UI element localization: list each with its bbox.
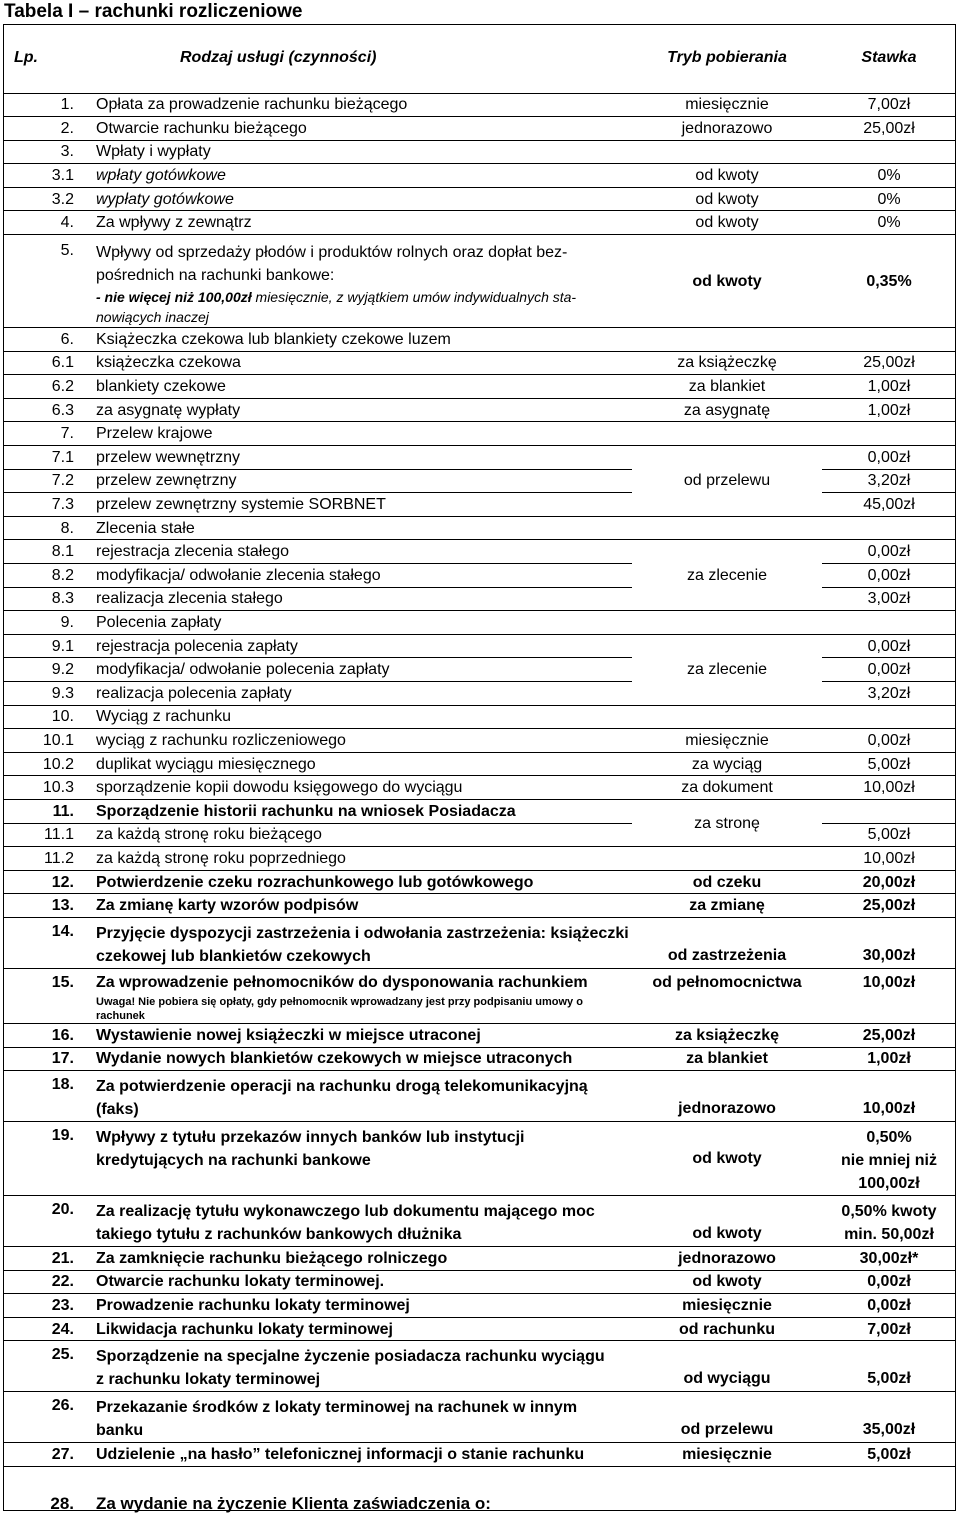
table-row: 7.2 przelew zewnętrzny 3,20zł (4, 469, 956, 493)
table-row: 9. Polecenia zapłaty (4, 611, 956, 635)
header-name: Rodzaj usługi (czynności) (180, 48, 377, 66)
table-row: 11.1 za każdą stronę roku bieżącego 5,00zł (4, 823, 956, 847)
header-lp: Lp. (14, 48, 38, 66)
table-row: 18. Za potwierdzenie operacji na rachunku drogą telekomunikacyjną (faks) jednorazowo 10,00zł (4, 1071, 956, 1122)
table-row: 10.1 wyciąg z rachunku rozliczeniowego miesięcznie 0,00zł (4, 729, 956, 753)
table-row: 6.1 książeczka czekowa za książeczkę 25,00zł (4, 351, 956, 375)
table-row: 11.2 za każdą stronę roku poprzedniego 10,00zł (4, 847, 956, 871)
table-row: 28. Za wydanie na życzenie Klienta zaświadczenia o: (50, 1493, 491, 1513)
header-stawka: Stawka (861, 48, 917, 66)
table-row: 12. Potwierdzenie czeku rozrachunkowego lub gotówkowego od czeku 20,00zł (4, 870, 956, 894)
table-row: 6. Książeczka czekowa lub blankiety czekowe luzem (4, 328, 956, 352)
table-row: 9.2 modyfikacja/ odwołanie polecenia zapłaty 0,00zł (4, 658, 956, 682)
table-row: 1. Opłata za prowadzenie rachunku bieżącego miesięcznie 7,00zł (4, 93, 956, 117)
table-row: 3.1 wpłaty gotówkowe od kwoty 0% (4, 164, 956, 188)
table-row: 8.3 realizacja zlecenia stałego 3,00zł (4, 587, 956, 611)
fees-table (4, 24, 956, 1515)
table-row: 15. Za wprowadzenie pełnomocników do dysponowania rachunkiem Uwaga! Nie pobiera się opłaty, gdy pełnomocnik wprowadzany jest przy podpisaniu umowy o rachunek od pełnomocnictwa 10,00zł (4, 968, 956, 1023)
table-row: 11. Sporządzenie historii rachunku na wniosek Posiadacza za stronę (4, 799, 956, 823)
table-row: 7. Przelew krajowe (4, 422, 956, 446)
table-row: 19. Wpływy z tytułu przekazów innych banków lub instytucji kredytujących na rachunki bankowe od kwoty 0,50% nie mniej niż 100,00zł (4, 1122, 956, 1196)
table-row: 26. Przekazanie środków z lokaty terminowej na rachunek w innym banku od przelewu 35,00zł (4, 1392, 956, 1443)
table-row: 10.2 duplikat wyciągu miesięcznego za wyciąg 5,00zł (4, 752, 956, 776)
table-row: 4. Za wpływy z zewnątrz od kwoty 0% (4, 211, 956, 235)
table-row: 14. Przyjęcie dyspozycji zastrzeżenia i odwołania zastrzeżenia: książeczki czekowej lub blankietów czekowych od zastrzeżenia 30,00zł (4, 917, 956, 968)
table-row: 9.1 rejestracja polecenia zapłaty za zlecenie 0,00zł (4, 634, 956, 658)
table-row: 5. Wpływy od sprzedaży płodów i produktów rolnych oraz dopłat bez- pośrednich na rachunki bankowe: - nie więcej niż 100,00zł miesięcznie, z wyjątkiem umów indywidualnych sta- nowiących inaczej od kwoty 0,35% (4, 235, 956, 328)
table-row: 25. Sporządzenie na specjalne życzenie posiadacza rachunku wyciągu z rachunku lokaty terminowej od wyciągu 5,00zł (4, 1341, 956, 1392)
table-row: 10.3 sporządzenie kopii dowodu księgowego do wyciągu za dokument 10,00zł (4, 776, 956, 800)
table-row: 3. Wpłaty i wypłaty (4, 140, 956, 164)
table-row: 8. Zlecenia stałe (4, 516, 956, 540)
table-row: 20. Za realizację tytułu wykonawczego lub dokumentu mającego moc takiego tytułu z rachunków bankowych dłużnika od kwoty 0,50% kwoty min. 50,00zł (4, 1196, 956, 1247)
table-row: 6.2 blankiety czekowe za blankiet 1,00zł (4, 375, 956, 399)
table-row: 21. Za zamknięcie rachunku bieżącego rolniczego jednorazowo 30,00zł* (4, 1247, 956, 1271)
table-row: 8.1 rejestracja zlecenia stałego za zlecenie 0,00zł (4, 540, 956, 564)
page-title: Tabela I – rachunki rozliczeniowe (4, 1, 303, 22)
table-row: 7.3 przelew zewnętrzny systemie SORBNET 45,00zł (4, 493, 956, 517)
table-row: 27. Udzielenie „na hasło” telefonicznej informacji o stanie rachunku miesięcznie 5,00zł (4, 1443, 956, 1467)
table-row: 9.3 realizacja polecenia zapłaty 3,20zł (4, 681, 956, 705)
table-row: 16. Wystawienie nowej książeczki w miejsce utraconej za książeczkę 25,00zł (4, 1023, 956, 1047)
table-row: 22. Otwarcie rachunku lokaty terminowej. od kwoty 0,00zł (4, 1270, 956, 1294)
table-row: 13. Za zmianę karty wzorów podpisów za zmianę 25,00zł (4, 894, 956, 918)
table-row: 6.3 za asygnatę wypłaty za asygnatę 1,00zł (4, 398, 956, 422)
table-row: 7.1 przelew wewnętrzny od przelewu 0,00zł (4, 446, 956, 470)
table-row: 23. Prowadzenie rachunku lokaty terminowej miesięcznie 0,00zł (4, 1294, 956, 1318)
table-row: 3.2 wypłaty gotówkowe od kwoty 0% (4, 187, 956, 211)
header-tryb: Tryb pobierania (667, 48, 787, 66)
table-row: 8.2 modyfikacja/ odwołanie zlecenia stałego 0,00zł (4, 564, 956, 588)
table-row: 2. Otwarcie rachunku bieżącego jednorazowo 25,00zł (4, 117, 956, 141)
table-row: 24. Likwidacja rachunku lokaty terminowej od rachunku 7,00zł (4, 1317, 956, 1341)
table-header (4, 24, 956, 90)
table-row: 10. Wyciąg z rachunku (4, 705, 956, 729)
table-row: 17. Wydanie nowych blankietów czekowych w miejsce utraconych za blankiet 1,00zł (4, 1047, 956, 1071)
